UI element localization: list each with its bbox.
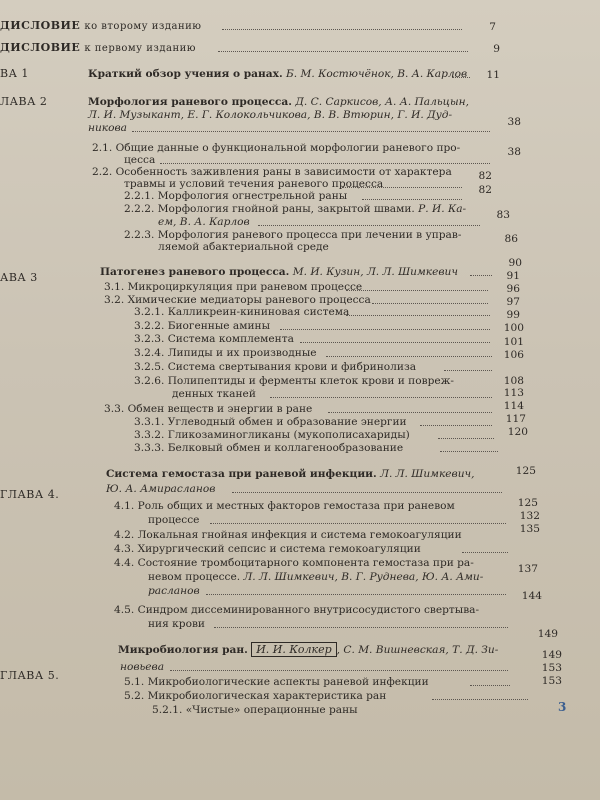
- page-ref: 132: [519, 510, 540, 522]
- leader-dots: [444, 370, 492, 371]
- leader-dots: [214, 627, 508, 628]
- page-ref: 137: [517, 563, 538, 575]
- page-ref: 120: [507, 426, 528, 438]
- leader-dots: [438, 438, 494, 439]
- page-number: 3: [558, 700, 567, 714]
- page-ref: 82: [478, 184, 492, 196]
- chapter-5-authors: новьева: [120, 661, 165, 673]
- leader-dots: [232, 492, 502, 493]
- chapter-2-authors: Л. И. Музыкант, Е. Г. Колокольчикова, В. В. Втюрин, Г. И. Дуд-: [88, 109, 453, 121]
- page-ref: 125: [517, 497, 538, 509]
- section-2-2-2: 2.2.2. Морфология гнойной раны, закрытой швами. Р. И. Ка-: [124, 203, 467, 215]
- section-4-2: 4.2. Локальная гнойная инфекция и система гемокоагуляции: [114, 529, 462, 541]
- leader-dots: [342, 187, 462, 188]
- section-2-2-cont: травмы и условий течения раневого процесса: [124, 178, 384, 190]
- section-3-2-1: 3.2.1. Калликреин-кининовая система: [134, 306, 350, 318]
- page-ref: 117: [505, 413, 526, 425]
- section-3-3-2: 3.3.2. Гликозаминогликаны (мукополисахариды): [134, 429, 410, 441]
- page-ref: 149: [541, 649, 562, 661]
- chapter-4-title: Система гемостаза при раневой инфекции. Л. Л. Шимкевич,: [106, 468, 475, 480]
- leader-dots: [420, 425, 492, 426]
- page-ref: 135: [519, 523, 540, 535]
- leader-dots: [470, 685, 510, 686]
- chapter-4-label: ГЛАВА 4.: [0, 488, 60, 501]
- leader-dots: [218, 51, 468, 52]
- page-ref: 149: [537, 628, 558, 640]
- chapter-1-label: ВА 1: [0, 67, 29, 80]
- page-ref: 108: [503, 375, 524, 387]
- leader-dots: [160, 163, 490, 164]
- page-ref: 153: [541, 675, 562, 687]
- page-ref: 86: [504, 233, 518, 245]
- leader-dots: [372, 303, 488, 304]
- leader-dots: [270, 397, 492, 398]
- section-5-2-1: 5.2.1. «Чистые» операционные раны: [152, 704, 358, 716]
- chapter-5-title: Микробиология ран. И. И. Колкер , С. М. Вишневская, Т. Д. Зи-: [118, 643, 499, 656]
- chapter-2-label: ЛАВА 2: [0, 95, 48, 108]
- page-ref: 96: [506, 283, 520, 295]
- page-ref: 144: [521, 590, 542, 602]
- page-ref: 91: [506, 270, 520, 282]
- leader-dots: [328, 412, 492, 413]
- section-4-1: 4.1. Роль общих и местных факторов гемостаза при раневом: [114, 500, 455, 512]
- section-3-1: 3.1. Микроциркуляция при раневом процессе: [104, 281, 363, 293]
- page-ref: 106: [503, 349, 524, 361]
- page-ref: 90: [508, 257, 522, 269]
- section-4-4-authors: расланов: [148, 585, 200, 597]
- section-2-1-cont: цесса: [124, 154, 156, 166]
- section-3-3-1: 3.3.1. Углеводный обмен и образование энергии: [134, 416, 407, 428]
- chapter-4-authors: Ю. А. Амирасланов: [106, 483, 216, 495]
- section-4-4-cont: невом процессе. Л. Л. Шимкевич, В. Г. Руднева, Ю. А. Ами-: [148, 571, 484, 583]
- section-2-2-1: 2.2.1. Морфология огнестрельной раны: [124, 190, 348, 202]
- page-ref: 101: [503, 336, 524, 348]
- leader-dots: [222, 29, 462, 30]
- section-4-3: 4.3. Хирургический сепсис и система гемокоагуляции: [114, 543, 421, 555]
- section-2-2-3: 2.2.3. Морфология раневого процесса при лечении в управ-: [124, 229, 462, 241]
- leader-dots: [170, 670, 508, 671]
- leader-dots: [258, 225, 480, 226]
- leader-dots: [452, 77, 470, 78]
- section-3-2-6-cont: денных тканей: [172, 388, 256, 400]
- page-ref: 99: [506, 309, 520, 321]
- chapter-1-title: Краткий обзор учения о ранах. Б. М. Костючёнок, В. А. Карлов: [88, 68, 468, 80]
- leader-dots: [326, 356, 492, 357]
- page-ref: 113: [503, 387, 524, 399]
- leader-dots: [462, 552, 508, 553]
- leader-dots: [210, 523, 506, 524]
- foreword-2-heading: ДИСЛОВИЕ ко второму изданию: [0, 19, 202, 32]
- page-ref: 100: [503, 322, 524, 334]
- leader-dots: [346, 290, 488, 291]
- chapter-3-label: АВА 3: [0, 271, 38, 284]
- leader-dots: [346, 315, 490, 316]
- page-ref: 82: [478, 170, 492, 182]
- chapter-3-title: Патогенез раневого процесса. М. И. Кузин, Л. Л. Шимкевич: [100, 266, 458, 278]
- struck-author-box: И. И. Колкер: [251, 642, 336, 657]
- section-3-2-3: 3.2.3. Система комплемента: [134, 333, 294, 345]
- section-4-5-cont: ния крови: [148, 618, 205, 630]
- page-ref: 9: [493, 43, 500, 55]
- section-2-2-2-authors: ем, В. А. Карлов: [158, 216, 250, 228]
- leader-dots: [132, 131, 490, 132]
- page-ref: 153: [541, 662, 562, 674]
- section-3-2-2: 3.2.2. Биогенные амины: [134, 320, 271, 332]
- section-3-2-6: 3.2.6. Полипептиды и ферменты клеток крови и повреж-: [134, 375, 454, 387]
- section-3-3: 3.3. Обмен веществ и энергии в ране: [104, 403, 313, 415]
- section-3-3-3: 3.3.3. Белковый обмен и коллагенообразование: [134, 442, 404, 454]
- page-ref: 125: [515, 465, 536, 477]
- chapter-5-label: ГЛАВА 5.: [0, 669, 60, 682]
- section-4-5: 4.5. Синдром диссеминированного внутрисосудистого свертыва-: [114, 604, 480, 616]
- foreword-1-heading: ДИСЛОВИЕ к первому изданию: [0, 41, 196, 54]
- section-5-1: 5.1. Микробиологические аспекты раневой инфекции: [124, 676, 429, 688]
- section-4-4: 4.4. Состояние тромбоцитарного компонента гемостаза при ра-: [114, 557, 474, 569]
- section-2-2: 2.2. Особенность заживления раны в зависимости от характера: [92, 166, 452, 178]
- leader-dots: [432, 699, 528, 700]
- leader-dots: [280, 329, 490, 330]
- leader-dots: [470, 275, 492, 276]
- page-ref: 83: [496, 209, 510, 221]
- leader-dots: [362, 199, 462, 200]
- section-2-1: 2.1. Общие данные о функциональной морфологии раневого про-: [92, 142, 461, 154]
- leader-dots: [440, 451, 498, 452]
- page-ref: 7: [489, 21, 496, 33]
- leader-dots: [206, 594, 506, 595]
- page-ref: 38: [507, 146, 521, 158]
- section-3-2-5: 3.2.5. Система свертывания крови и фибринолиза: [134, 361, 417, 373]
- section-3-2: 3.2. Химические медиаторы раневого процесса: [104, 294, 371, 306]
- page-ref: 11: [486, 69, 500, 81]
- section-4-1-cont: процессе: [148, 514, 200, 526]
- page-ref: 38: [507, 116, 521, 128]
- chapter-2-title: Морфология раневого процесса. Д. С. Саркисов, А. А. Пальцын,: [88, 96, 469, 108]
- section-5-2: 5.2. Микробиологическая характеристика ран: [124, 690, 387, 702]
- section-2-2-3-cont: ляемой абактериальной среде: [158, 241, 329, 253]
- page-ref: 97: [506, 296, 520, 308]
- leader-dots: [300, 342, 490, 343]
- section-3-2-4: 3.2.4. Липиды и их производные: [134, 347, 317, 359]
- page-ref: 114: [503, 400, 524, 412]
- chapter-2-authors-cont: никова: [88, 122, 127, 134]
